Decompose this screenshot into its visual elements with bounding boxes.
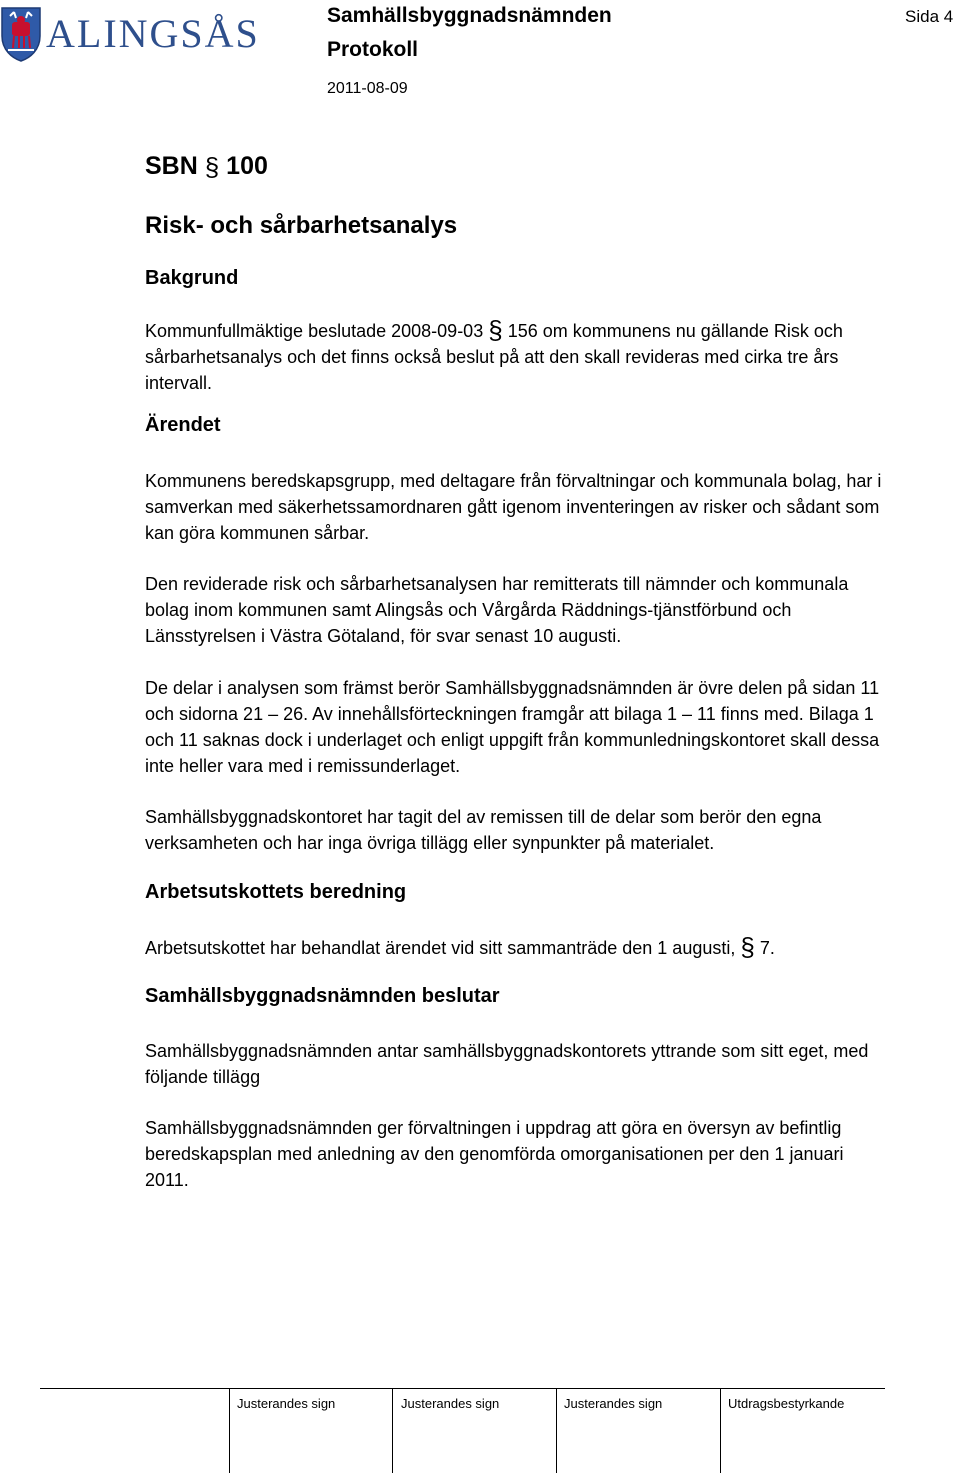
case-title: Risk- och sårbarhetsanalys — [145, 212, 458, 239]
coat-of-arms-icon — [0, 6, 42, 62]
committee-paragraph — [145, 934, 890, 961]
section-symbol: § — [204, 152, 220, 182]
municipality-logo — [0, 6, 260, 66]
matter-paragraph-4: Samhällsbyggnadskontoret har tagit del av remissen till de delar som berör den egna verksamheten och har inga övriga tillägg eller synpunkter på materialet. — [145, 807, 822, 853]
matter-paragraph-2: Den reviderade risk och sårbarhetsanalysen har remitterats till nämnder och kommunala bolag inom kommunen samt Alingsås och Vårgårda Räddnings-tjänstförbund och Länsstyrelsen i Västra Götaland, för svar senast 10 augusti. — [145, 574, 849, 646]
background-paragraph — [145, 317, 890, 396]
footer-rule — [40, 1388, 885, 1389]
logo-text: ALINGSÅS — [46, 11, 260, 56]
footer-divider — [229, 1389, 230, 1473]
footer-signature-label: Justerandes sign — [237, 1396, 336, 1411]
background-heading: Bakgrund — [145, 267, 239, 289]
background-text-end: 156 om kommunens nu gällande Risk och sårbarhetsanalys och det finns också beslut på att den skall revideras med cirka tre års intervall. — [145, 321, 843, 393]
case-number — [145, 152, 890, 183]
decision-heading: Samhällsbyggnadsnämnden beslutar — [145, 985, 500, 1007]
section-symbol: § — [740, 932, 755, 962]
background-text-start: Kommunfullmäktige beslutade 2008-09-03 — [145, 321, 484, 341]
matter-paragraph-3: De delar i analysen som främst berör Samhällsbyggnadsnämnden är övre delen på sidan 11 och sidorna 21 – 26. Av innehållsförteckningen framgår att bilaga 1 – 11 finns med. Bilaga 1 och 11 saknas dock i underlaget och enligt uppgift från kommunledningskontoret skall dessa inte heller vara med i remissunderlaget. — [145, 678, 880, 776]
footer-divider — [392, 1389, 393, 1473]
decision-paragraph-1: Samhällsbyggnadsnämnden antar samhällsbyggnadskontorets yttrande som sitt eget, med följande tillägg — [145, 1041, 869, 1087]
committee-heading: Arbetsutskottets beredning — [145, 881, 407, 903]
section-symbol: § — [488, 315, 503, 345]
decision-paragraph-2: Samhällsbyggnadsnämnden ger förvaltningen i uppdrag att göra en översyn av befintlig beredskapsplan med anledning av den genomförda omorganisationen per den 1 januari 2011. — [145, 1118, 844, 1190]
committee-text-start: Arbetsutskottet har behandlat ärendet vid sitt sammanträde den 1 augusti, — [145, 938, 736, 958]
case-number-value: 100 — [226, 152, 268, 180]
page-number: Sida 4 — [905, 7, 954, 26]
footer-certification-label: Utdragsbestyrkande — [728, 1396, 845, 1411]
meeting-date: 2011-08-09 — [327, 80, 408, 97]
organization-name: Samhällsbyggnadsnämnden — [327, 4, 612, 27]
document-type: Protokoll — [327, 38, 419, 61]
footer-signature-label: Justerandes sign — [401, 1396, 500, 1411]
footer-signature-label: Justerandes sign — [564, 1396, 663, 1411]
case-prefix: SBN — [145, 152, 198, 180]
committee-text-end: 7. — [759, 938, 775, 958]
footer-divider — [556, 1389, 557, 1473]
matter-heading: Ärendet — [145, 414, 221, 436]
footer-divider — [720, 1389, 721, 1473]
matter-paragraph-1: Kommunens beredskapsgrupp, med deltagare från förvaltningar och kommunala bolag, har i samverkan med säkerhetssamordnaren gått igenom inventeringen av risker och sådant som kan göra kommunen sårbar. — [145, 471, 882, 543]
